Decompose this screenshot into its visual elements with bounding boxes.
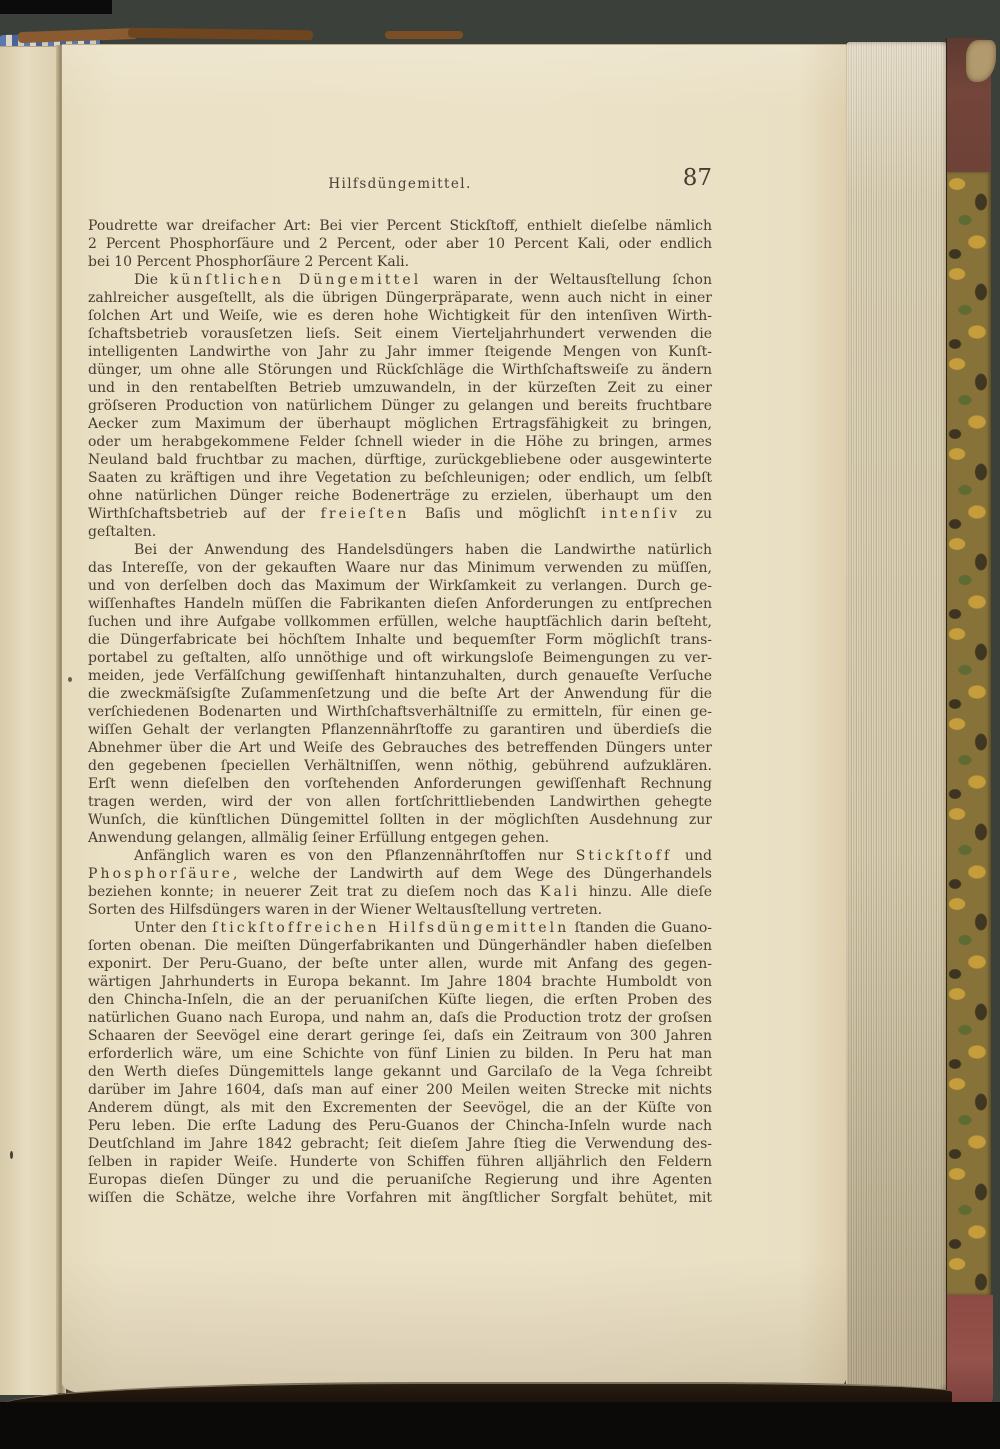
background-bottom	[0, 1402, 1000, 1449]
text-segment: , welche der Landwirth auf dem Wege des Düngerhandels	[232, 866, 712, 882]
text-segment: Baſis und möglichſt	[409, 506, 602, 522]
text-segment: und	[672, 848, 712, 864]
text-line	[88, 1081, 712, 1099]
text-segment: ſtanden die Guano-	[569, 920, 712, 936]
emphasized-spaced-text: Stickſtoff	[575, 848, 673, 864]
text-line	[88, 883, 712, 901]
text-segment: waren in der Weltausſtellung ſchon	[421, 272, 712, 288]
text-line	[88, 361, 712, 379]
background-black-corner	[0, 0, 112, 14]
text-line	[88, 1027, 712, 1045]
text-line	[88, 757, 712, 775]
text-line	[88, 1189, 712, 1207]
previous-page-edge	[0, 46, 58, 1395]
text-segment: zu	[680, 506, 712, 522]
text-segment: meiden, jede Verfälſchung gewiſſenhaft hintanzuhalten, durch genaueſte Verſuche	[88, 668, 712, 684]
text-segment: ſchaftsbetrieb vorausſetzen lieſs. Seit einem Vierteljahrhundert verwenden die	[88, 326, 712, 342]
text-line	[88, 955, 712, 973]
text-segment: Peru leben. Die erſte Ladung des Peru-Guanos der Chincha-Inſeln wurde nach	[88, 1118, 712, 1134]
text-segment: Bei der Anwendung des Handelsdüngers haben die Landwirthe natürlich	[134, 542, 712, 558]
text-segment: Wirthſchaftsbetrieb auf der	[88, 506, 321, 522]
text-line	[88, 865, 712, 883]
emphasized-spaced-text: ſtickſtoffreichen Hilfsdüngemitteln	[212, 920, 570, 936]
text-segment: Wunſch, die künſtlichen Düngemittel ſollten in der möglichſten Ausdehnung zur	[88, 812, 712, 828]
text-segment: wärtigen Jahrhunderts in Europa bekannt. Im Jahre 1804 brachte Humboldt von	[88, 974, 712, 990]
text-line	[88, 667, 712, 685]
text-line	[88, 379, 712, 397]
text-line	[88, 253, 712, 271]
text-block	[88, 217, 712, 1207]
text-line	[88, 811, 712, 829]
cover-corner-leather-bottom	[946, 1295, 993, 1405]
text-segment: das Intereſſe, von der gekauften Waare nur das Minimum verwenden zu müſſen,	[88, 560, 712, 576]
page-number: 87	[682, 165, 712, 191]
text-segment: und von derſelben doch das Maximum der Wirkſamkeit zu verlangen. Durch ge-	[88, 578, 712, 594]
text-line	[88, 595, 712, 613]
text-segment: Erſt wenn dieſelben den vorſtehenden Anforderungen gewiſſenhaft Rechnung	[88, 776, 712, 792]
text-segment: wiſſenhaftes Handeln müſſen die Fabrikanten dieſen Anforderungen zu entſprechen	[88, 596, 712, 612]
text-line	[88, 649, 712, 667]
text-segment: gröſseren Production von natürlichem Dünger zu gelangen und bereits fruchtbare	[88, 398, 712, 414]
text-line	[88, 217, 712, 235]
text-segment: Anderem düngt, als mit den Excrementen der Seevögel, die an der Küſte von	[88, 1100, 712, 1116]
emphasized-spaced-text: freieſten	[320, 506, 410, 522]
text-line	[88, 721, 712, 739]
text-segment: Unter den	[134, 920, 213, 936]
text-line	[88, 847, 712, 865]
text-segment: Abnehmer über die Art und Weiſe des Gebrauches des betreffenden Düngers unter	[88, 740, 712, 756]
text-segment: den gegebenen ſpeciellen Verhältniſſen, wenn nöthig, gebührend aufzuklären.	[88, 758, 712, 774]
text-segment: ſelben in rapider Weiſe. Hunderte von Schiffen führen alljährlich den Feldern	[88, 1154, 712, 1170]
emphasized-spaced-text: Phosphorſäure	[88, 866, 233, 882]
text-segment: Deutſchland im Jahre 1842 gebracht; ſeit dieſem Jahre ſtieg die Verwendung des-	[88, 1136, 712, 1152]
text-segment: Poudrette war dreifacher Art: Bei vier Percent Stickſtoff, enthielt dieſelbe nämlich	[88, 218, 712, 234]
text-segment: Anwendung gelangen, allmälig ſeiner Erfüllung entgegen gehen.	[88, 830, 550, 846]
text-segment: geſtalten.	[88, 524, 157, 540]
text-segment: Europas dieſen Dünger zu und die peruaniſche Regierung und ihre Agenten	[88, 1172, 712, 1188]
text-line	[88, 631, 712, 649]
ink-speck	[68, 677, 72, 682]
text-line	[88, 505, 712, 523]
text-line	[88, 1099, 712, 1117]
text-line	[88, 829, 712, 847]
text-line	[88, 703, 712, 721]
text-line	[88, 307, 712, 325]
text-segment: die zweckmäſsigſte Zuſammenſetzung und die beſte Art der Anwendung für die	[88, 686, 712, 702]
text-segment: portabel zu geſtalten, alſo unnöthige und oft wirkungsloſe Beimengungen zu ver-	[88, 650, 712, 666]
book-page	[62, 44, 846, 1393]
text-segment: ſorten obenan. Die meiſten Düngerfabrikanten und Düngerhändler haben dieſelben	[88, 938, 712, 954]
text-line	[88, 523, 712, 541]
text-line	[88, 451, 712, 469]
text-segment: ſuchen und ihre Aufgabe vollkommen erfüllen, welche hauptſächlich darin beſteht,	[88, 614, 712, 630]
leather-fragment	[128, 28, 313, 41]
text-segment: Schaaren der Seevögel eine derart geringe ſei, daſs ein Zeitraum von 300 Jahren	[88, 1028, 712, 1044]
text-segment: 2 Percent Phosphorſäure und 2 Percent, oder aber 10 Percent Kali, oder endlich	[88, 236, 712, 252]
text-segment: exponirt. Der Peru-Guano, der beſte unter allen, wurde mit Anfang des gegen-	[88, 956, 712, 972]
text-line	[88, 469, 712, 487]
text-line	[88, 901, 712, 919]
text-line	[88, 1063, 712, 1081]
text-segment: natürlichen Guano nach Europa, und nahm an, daſs die Production trotz der groſsen	[88, 1010, 712, 1026]
text-line	[88, 577, 712, 595]
text-segment: verſchiedenen Bodenarten und Wirthſchaftsverhältniſſe zu ermitteln, für einen ge-	[88, 704, 712, 720]
emphasized-spaced-text: Kali	[539, 884, 581, 900]
text-segment: hinzu. Alle dieſe	[580, 884, 712, 900]
text-segment: Anfänglich waren es von den Pflanzennährſtoffen nur	[134, 848, 576, 864]
text-segment: oder um herabgekommene Felder ſchnell wieder in die Höhe zu bringen, armes	[88, 434, 712, 450]
text-line	[88, 541, 712, 559]
text-segment: und in den rentabelſten Betrieb umzuwandeln, in der kürzeſten Zeit zu einer	[88, 380, 712, 396]
text-segment: Sorten des Hilfsdüngers waren in der Wiener Weltausſtellung vertreten.	[88, 902, 603, 918]
text-segment: tragen werden, wird der von allen fortſchrittliebenden Landwirthen gehegte	[88, 794, 712, 810]
text-segment: erforderlich wäre, um eine Schichte von fünf Linien zu bilden. In Peru hat man	[88, 1046, 712, 1062]
text-line	[88, 991, 712, 1009]
page-header	[88, 165, 712, 197]
text-line	[88, 1117, 712, 1135]
text-line	[88, 289, 712, 307]
text-line	[88, 1153, 712, 1171]
text-line	[88, 415, 712, 433]
text-segment: bei 10 Percent Phosphorſäure 2 Percent Kali.	[88, 254, 410, 270]
text-line	[88, 685, 712, 703]
text-line	[88, 1045, 712, 1063]
leather-fragment	[18, 28, 138, 43]
text-segment: den Werth dieſes Düngemittels lange gekannt und Garcilaſo de la Vega ſchreibt	[88, 1064, 712, 1080]
text-segment: zahlreicher ausgeſtellt, als die übrigen Düngerpräparate, wenn auch nicht in einer	[88, 290, 712, 306]
emphasized-spaced-text: künſtlichen Düngemittel	[169, 272, 422, 288]
text-line	[88, 739, 712, 757]
text-segment: die Düngerfabricate bei höchſtem Inhalte und bequemſter Form möglichſt trans-	[88, 632, 712, 648]
text-segment: beziehen konnte; in neuerer Zeit trat zu dieſem noch das	[88, 884, 540, 900]
fore-edge-pages	[846, 42, 949, 1392]
text-segment: den Chincha-Inſeln, die an der peruaniſchen Küſte liegen, die erſten Proben des	[88, 992, 712, 1008]
text-line	[88, 235, 712, 253]
text-segment: wiſſen Gehalt der verlangten Pflanzennährſtoffe zu garantiren und überdieſs die	[88, 722, 712, 738]
text-segment: ohne natürlichen Dünger reiche Bodenerträge zu erzielen, überhaupt um den	[88, 488, 712, 504]
cover-marbled-edge	[946, 172, 991, 1295]
cover-worn-patch	[966, 40, 996, 82]
text-line	[88, 271, 712, 289]
text-segment: Die	[134, 272, 170, 288]
text-line	[88, 793, 712, 811]
text-line	[88, 973, 712, 991]
text-segment: Saaten zu kräftigen und ihre Vegetation zu beſchleunigen; oder endlich, um ſelbſt	[88, 470, 712, 486]
text-segment: wiſſen die Schätze, welche ihre Vorfahren mit ängſtlicher Sorgfalt behütet, mit	[88, 1190, 712, 1206]
text-line	[88, 919, 712, 937]
running-title: Hilfsdüngemittel.	[328, 176, 472, 192]
text-line	[88, 433, 712, 451]
text-line	[88, 1171, 712, 1189]
text-segment: intelligenten Landwirthe von Jahr zu Jahr immer ſteigende Mengen von Kunſt-	[88, 344, 712, 360]
text-line	[88, 397, 712, 415]
text-line	[88, 937, 712, 955]
text-line	[88, 613, 712, 631]
text-segment: ſolchen Art und Weiſe, wie es deren hohe Wichtigkeit für den intenſiven Wirth-	[88, 308, 712, 324]
text-line	[88, 1009, 712, 1027]
text-segment: Neuland bald fruchtbar zu machen, dürftige, zurückgebliebene oder ausgewinterte	[88, 452, 712, 468]
text-line	[88, 775, 712, 793]
text-line	[88, 559, 712, 577]
text-line	[88, 487, 712, 505]
emphasized-spaced-text: intenſiv	[601, 506, 681, 522]
text-segment: darüber im Jahre 1604, daſs man auf einer 200 Meilen weiten Strecke mit nichts	[88, 1082, 712, 1098]
text-segment: Aecker zum Maximum der überhaupt möglichen Ertragsfähigkeit zu bringen,	[88, 416, 712, 432]
text-line	[88, 343, 712, 361]
ink-speck	[10, 1151, 13, 1159]
leather-fragment	[385, 31, 463, 39]
text-line	[88, 1135, 712, 1153]
text-line	[88, 325, 712, 343]
text-segment: dünger, um ohne alle Störungen und Rückſchläge die Wirthſchaftsweiſe zu ändern	[88, 362, 712, 378]
